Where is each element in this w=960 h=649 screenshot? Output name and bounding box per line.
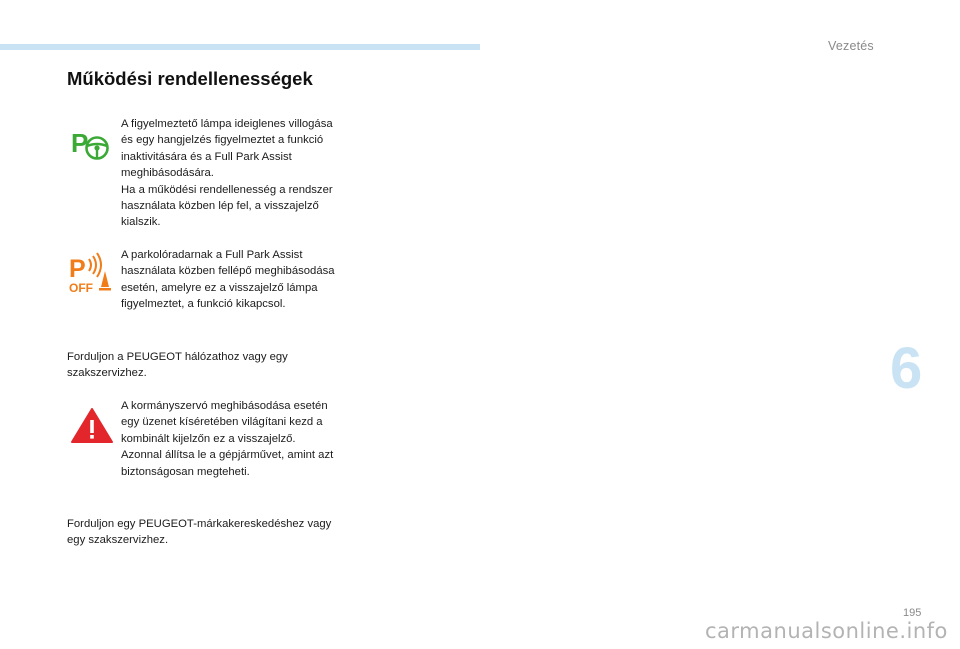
chapter-number: 6 (890, 336, 923, 401)
paragraph: Azonnal állítsa le a gépjárművet, amint azt biztonságosan megteheti. (121, 449, 334, 478)
parking-sensor-fault-block (67, 247, 337, 327)
paragraph: A figyelmeztető lámpa ideiglenes villogása és egy hangjelzés figyelmeztet a funkció inaktivitására és a Full Park Assist meghibásodására. (121, 118, 333, 180)
section-title: Működési rendellenességek (67, 68, 313, 89)
park-assist-fault-text (121, 116, 337, 231)
chapter-title: Vezetés (828, 39, 874, 53)
svg-text:P: P (71, 128, 89, 158)
page-number: 195 (903, 607, 922, 619)
power-steering-fault-text (121, 398, 337, 480)
note-contact-dealer: Forduljon egy PEUGEOT-márkakereskedéshez vagy egy szakszervizhez. (67, 518, 332, 547)
warning-triangle-icon (67, 406, 117, 466)
park-assist-fault-block (67, 116, 337, 246)
chapter-header-bar (0, 44, 480, 50)
svg-text:P: P (69, 255, 86, 283)
parking-sensor-off-icon (67, 251, 117, 311)
watermark: carmanualsonline.info (705, 619, 948, 643)
note-contact-network: Forduljon a PEUGEOT hálózathoz vagy egy szakszervizhez. (67, 351, 288, 380)
paragraph: A kormányszervó meghibásodása esetén egy üzenet kíséretében világítani kezd a kombinált kijelzőn ez a visszajelző. (121, 400, 328, 445)
power-steering-fault-block (67, 398, 337, 498)
paragraph: A parkolóradarnak a Full Park Assist használata közben fellépő meghibásodása esetén, amelyre ez a visszajelző lámpa figyelmeztet, a funkció kikapcsol. (121, 249, 335, 311)
paragraph: Ha a működési rendellenesség a rendszer használata közben lép fel, a visszajelző kialszik. (121, 183, 333, 229)
park-assist-warning-icon (67, 124, 117, 184)
parking-sensor-fault-text (121, 247, 337, 313)
off-label: OFF (69, 281, 93, 295)
